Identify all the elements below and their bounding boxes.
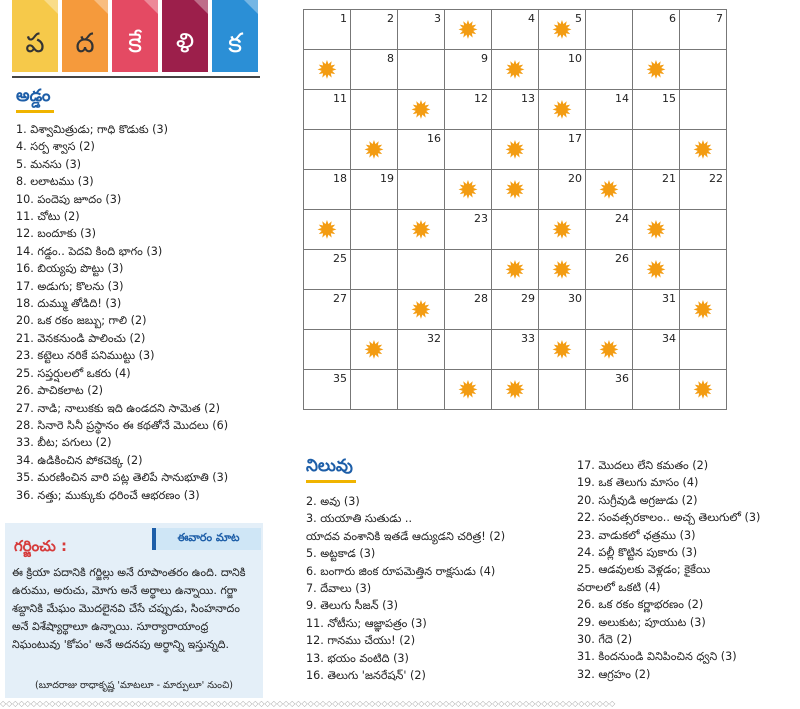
grid-cell[interactable] xyxy=(680,210,727,250)
across-clue: 17. అడుగు; కొలను (3) xyxy=(16,279,124,293)
grid-cell[interactable] xyxy=(586,290,633,330)
across-clue-list xyxy=(16,121,228,504)
grid-cell[interactable] xyxy=(680,90,727,130)
grid-cell[interactable] xyxy=(492,170,539,210)
down-clue: 13. భయం వంటిది (3) xyxy=(306,651,409,665)
grid-cell[interactable] xyxy=(304,290,351,330)
across-heading-underline xyxy=(16,110,54,113)
cell-number: 11 xyxy=(333,92,347,105)
grid-cell[interactable] xyxy=(304,250,351,290)
grid-cell[interactable] xyxy=(492,130,539,170)
grid-cell[interactable] xyxy=(398,50,445,90)
down-clue: 17. మొదలు లేని కమతం (2) xyxy=(577,459,709,472)
across-clue: 26. పాచికలాట (2) xyxy=(16,384,104,398)
cell-number: 14 xyxy=(615,92,629,105)
grid-cell[interactable] xyxy=(633,50,680,90)
grid-cell[interactable] xyxy=(586,210,633,250)
star-icon: ✹ xyxy=(645,255,667,284)
star-icon: ✹ xyxy=(457,15,479,44)
word-tag: ఈవారం మాట xyxy=(152,528,261,550)
across-clue: 28. సినారె సినీ ప్రస్థానం ఈ కథతోనే మొదలు (6) xyxy=(16,418,229,432)
grid-cell[interactable] xyxy=(492,290,539,330)
star-icon: ✹ xyxy=(692,295,714,324)
cell-number: 1 xyxy=(340,12,347,25)
grid-cell[interactable] xyxy=(398,290,445,330)
down-clue: యాదవ వంశానికి ఇతడే ఆద్యుడని చరిత్ర! (2) xyxy=(306,529,506,543)
grid-cell[interactable] xyxy=(539,330,586,370)
grid-cell[interactable] xyxy=(539,290,586,330)
across-clue: 27. నాడి; నాలుకకు ఇది ఉండదని సామెత (2) xyxy=(16,401,220,415)
grid-row xyxy=(304,250,727,290)
grid-cell[interactable] xyxy=(492,210,539,250)
star-icon: ✹ xyxy=(363,335,385,364)
down-clue: 19. ఒక తెలుగు మాసం (4) xyxy=(577,476,699,490)
across-clue: 25. సప్తర్షులలో ఒకరు (4) xyxy=(16,366,131,380)
cell-number: 27 xyxy=(333,292,347,305)
grid-row xyxy=(304,50,727,90)
star-icon: ✹ xyxy=(598,335,620,364)
cell-number: 21 xyxy=(662,172,676,185)
grid-cell[interactable] xyxy=(351,250,398,290)
title-divider xyxy=(12,76,260,78)
down-heading-underline xyxy=(306,480,356,483)
grid-cell[interactable] xyxy=(445,250,492,290)
cell-number: 25 xyxy=(333,252,347,265)
star-icon: ✹ xyxy=(457,375,479,404)
title-letter: ద xyxy=(75,28,95,59)
title-tile xyxy=(212,0,258,72)
cell-number: 20 xyxy=(568,172,582,185)
star-icon: ✹ xyxy=(410,215,432,244)
grid-cell[interactable] xyxy=(351,90,398,130)
star-icon: ✹ xyxy=(316,215,338,244)
grid-cell[interactable] xyxy=(633,170,680,210)
grid-cell[interactable] xyxy=(539,90,586,130)
cell-number: 33 xyxy=(521,332,535,345)
down-clue: 31. కిందనుండి వినిపించిన ధ్వని (3) xyxy=(577,650,737,664)
title-tile xyxy=(12,0,58,72)
down-clue: 23. వాడుకలో ఛత్రము (3) xyxy=(577,528,696,542)
grid-cell[interactable] xyxy=(492,370,539,410)
across-clue: 21. వెనకనుండి పాలించు (2) xyxy=(16,331,146,345)
grid-cell[interactable] xyxy=(586,10,633,50)
grid-cell[interactable] xyxy=(351,370,398,410)
grid-cell[interactable] xyxy=(586,50,633,90)
grid-cell[interactable] xyxy=(680,330,727,370)
star-icon: ✹ xyxy=(551,335,573,364)
grid-cell[interactable] xyxy=(398,10,445,50)
across-heading: అడ్డం xyxy=(16,86,51,106)
star-icon: ✹ xyxy=(410,95,432,124)
grid-cell[interactable] xyxy=(539,50,586,90)
star-icon: ✹ xyxy=(504,175,526,204)
grid-cell[interactable] xyxy=(351,290,398,330)
grid-row xyxy=(304,10,727,50)
cell-number: 6 xyxy=(669,12,676,25)
star-icon: ✹ xyxy=(551,15,573,44)
cell-number: 12 xyxy=(474,92,488,105)
grid-row xyxy=(304,210,727,250)
star-icon: ✹ xyxy=(692,135,714,164)
grid-cell[interactable] xyxy=(633,290,680,330)
star-icon: ✹ xyxy=(457,175,479,204)
grid-cell[interactable] xyxy=(445,10,492,50)
grid-cell[interactable] xyxy=(539,370,586,410)
grid-cell[interactable] xyxy=(304,50,351,90)
grid-cell[interactable] xyxy=(539,170,586,210)
grid-cell[interactable] xyxy=(492,250,539,290)
down-clue: 2. అవు (3) xyxy=(306,495,360,508)
grid-cell[interactable] xyxy=(398,250,445,290)
star-icon: ✹ xyxy=(692,375,714,404)
grid-cell[interactable] xyxy=(351,10,398,50)
down-clue: 20. సుగ్రీవుడి అగ్రజుడు (2) xyxy=(577,493,698,507)
title-letter: ప xyxy=(25,28,45,59)
grid-cell[interactable] xyxy=(586,170,633,210)
cell-number: 28 xyxy=(474,292,488,305)
down-clue-list-1 xyxy=(306,493,505,684)
grid-cell[interactable] xyxy=(304,330,351,370)
grid-cell[interactable] xyxy=(633,90,680,130)
grid-cell[interactable] xyxy=(445,50,492,90)
grid-cell[interactable] xyxy=(680,250,727,290)
grid-cell[interactable] xyxy=(633,250,680,290)
grid-cell[interactable] xyxy=(398,330,445,370)
grid-cell[interactable] xyxy=(539,10,586,50)
across-clue: 36. నత్తు; ముక్కుకు ధరించే ఆభరణం (3) xyxy=(16,488,200,502)
star-icon: ✹ xyxy=(316,55,338,84)
grid-cell[interactable] xyxy=(492,330,539,370)
grid-cell[interactable] xyxy=(398,170,445,210)
cell-number: 26 xyxy=(615,252,629,265)
grid-cell[interactable] xyxy=(586,90,633,130)
grid-cell[interactable] xyxy=(539,130,586,170)
down-clue: 24. పల్లీ కొట్టిన పుకారు (3) xyxy=(577,546,698,560)
cell-number: 3 xyxy=(434,12,441,25)
star-icon: ✹ xyxy=(598,175,620,204)
star-icon: ✹ xyxy=(551,95,573,124)
cell-number: 8 xyxy=(387,52,394,65)
down-clue: వరాలలో ఒకటి (4) xyxy=(577,580,661,594)
cell-number: 9 xyxy=(481,52,488,65)
word-description: ఈ క్రియా పదానికి గర్జిల్లు అనే రూపాంతరం ఉంది. దానికి ఉరుము, అరుచు, మోగు అనే అర్థాలు ఉన్నాయి. గర్జా శబ్దానికి మేఘం మొదలైనవి చేసే చప్పుడు, సింహనాదం అనే విశేష్యార్థాలూ ఉన్నాయి. సూర్యారాయాంధ్ర నిఘంటువు 'కోపం' అనే అదనపు అర్థాన్ని ఇస్తున్నది. xyxy=(12,566,246,651)
grid-cell[interactable] xyxy=(445,330,492,370)
title-letter: ళి xyxy=(175,28,195,59)
across-clue: 14. గడ్డం.. పెదవి కింది భాగం (3) xyxy=(16,244,163,258)
grid-row xyxy=(304,130,727,170)
star-icon: ✹ xyxy=(645,215,667,244)
grid-cell[interactable] xyxy=(633,370,680,410)
across-clue: 12. బందూకు (3) xyxy=(16,227,96,241)
grid-cell[interactable] xyxy=(445,90,492,130)
grid-row xyxy=(304,290,727,330)
down-clue: 5. అట్టకాడ (3) xyxy=(306,547,376,561)
across-clue: 23. కట్టెలు నరికే పనిముట్టు (3) xyxy=(16,349,155,363)
down-clue: 22. సంవత్సరకాలం.. అచ్చ తెలుగులో (3) xyxy=(577,511,761,525)
grid-cell[interactable] xyxy=(304,170,351,210)
cell-number: 22 xyxy=(709,172,723,185)
footer-border: ◇◇◇◇◇◇◇◇◇◇◇◇◇◇◇◇◇◇◇◇◇◇◇◇◇◇◇◇◇◇◇◇◇◇◇◇◇◇◇◇◇◇◇◇◇◇◇◇◇◇◇◇◇◇◇◇◇◇◇◇◇◇◇◇◇◇◇◇◇◇◇◇◇◇◇◇◇◇◇◇◇◇◇◇◇◇◇◇◇◇◇◇◇◇◇◇◇◇◇◇ xyxy=(0,699,616,707)
crossword-grid xyxy=(303,9,727,410)
cell-number: 18 xyxy=(333,172,347,185)
across-clue: 34. ఉడికించిన పోకచెక్క (2) xyxy=(16,453,143,467)
title-letter: కే xyxy=(127,28,143,59)
down-clue: 16. తెలుగు 'జనరేషన్' (2) xyxy=(306,669,426,683)
cell-number: 7 xyxy=(716,12,723,25)
across-clue: 8. లలాటము (3) xyxy=(16,175,94,189)
cell-number: 13 xyxy=(521,92,535,105)
across-clue: 11. చోటు (2) xyxy=(16,210,80,224)
cell-number: 30 xyxy=(568,292,582,305)
grid-cell[interactable] xyxy=(492,90,539,130)
grid-cell[interactable] xyxy=(351,130,398,170)
title-tile xyxy=(112,0,158,72)
star-icon: ✹ xyxy=(504,55,526,84)
grid-cell[interactable] xyxy=(304,130,351,170)
grid-cell[interactable] xyxy=(351,50,398,90)
across-clue: 5. మనసు (3) xyxy=(16,157,82,171)
star-icon: ✹ xyxy=(504,375,526,404)
grid-cell[interactable] xyxy=(633,130,680,170)
cell-number: 36 xyxy=(615,372,629,385)
grid-cell[interactable] xyxy=(680,370,727,410)
star-icon: ✹ xyxy=(504,135,526,164)
down-heading: నిలువు xyxy=(306,456,353,476)
cell-number: 19 xyxy=(380,172,394,185)
cell-number: 16 xyxy=(427,132,441,145)
across-clue: 16. బియ్యపు పొట్టు (3) xyxy=(16,262,124,276)
grid-row xyxy=(304,370,727,410)
grid-row xyxy=(304,330,727,370)
grid-cell[interactable] xyxy=(680,290,727,330)
down-clue: 7. దేవాలు (3) xyxy=(306,582,372,596)
grid-cell[interactable] xyxy=(445,170,492,210)
across-clue: 1. విశ్వామిత్రుడు; గాధి కొడుకు (3) xyxy=(16,123,168,136)
word-heading: గర్జించు : xyxy=(14,537,68,555)
cell-number: 2 xyxy=(387,12,394,25)
grid-cell[interactable] xyxy=(633,210,680,250)
down-clue: 25. ఆడవులకు వెళ్లడం; కైకేయి xyxy=(577,563,711,577)
star-icon: ✹ xyxy=(645,55,667,84)
down-clue: 32. ఆగ్రహం (2) xyxy=(577,667,651,681)
cell-number: 29 xyxy=(521,292,535,305)
grid-cell[interactable] xyxy=(492,10,539,50)
grid-cell[interactable] xyxy=(680,170,727,210)
down-clue: 11. నోటీసు; ఆజ్ఞాపత్రం (3) xyxy=(306,616,427,630)
grid-cell[interactable] xyxy=(351,170,398,210)
across-clue: 4. సర్ప శ్వాస (2) xyxy=(16,140,95,154)
down-clue: 12. గానము చేయు! (2) xyxy=(306,634,416,648)
grid-cell[interactable] xyxy=(445,130,492,170)
grid-cell[interactable] xyxy=(351,210,398,250)
grid-cell[interactable] xyxy=(304,90,351,130)
grid-cell[interactable] xyxy=(680,50,727,90)
cell-number: 32 xyxy=(427,332,441,345)
grid-row xyxy=(304,90,727,130)
down-clue: 29. అలుకుట; పూయుట (3) xyxy=(577,615,706,629)
grid-cell[interactable] xyxy=(304,210,351,250)
star-icon: ✹ xyxy=(551,255,573,284)
grid-cell[interactable] xyxy=(304,10,351,50)
grid-cell[interactable] xyxy=(539,250,586,290)
down-clue: 26. ఒక రకం కర్ణాభరణం (2) xyxy=(577,598,704,612)
grid-cell[interactable] xyxy=(680,10,727,50)
grid-cell[interactable] xyxy=(680,130,727,170)
across-clue: 35. మరణించిన వారి పట్ల తెలిపే సానుభూతి (3) xyxy=(16,471,229,485)
title-tile xyxy=(162,0,208,72)
grid-cell[interactable] xyxy=(351,330,398,370)
across-clue: 33. బీట; పగులు (2) xyxy=(16,436,112,450)
cell-number: 35 xyxy=(333,372,347,385)
grid-cell[interactable] xyxy=(539,210,586,250)
title-letter: క xyxy=(227,28,243,59)
star-icon: ✹ xyxy=(363,135,385,164)
grid-cell[interactable] xyxy=(586,330,633,370)
grid-cell[interactable] xyxy=(586,370,633,410)
grid-cell[interactable] xyxy=(398,370,445,410)
grid-cell[interactable] xyxy=(586,130,633,170)
down-clue-list-2 xyxy=(577,457,760,683)
across-clue: 10. పందెపు జూదం (3) xyxy=(16,192,122,206)
grid-cell[interactable] xyxy=(445,290,492,330)
grid-cell[interactable] xyxy=(445,210,492,250)
cell-number: 15 xyxy=(662,92,676,105)
grid-cell[interactable] xyxy=(398,90,445,130)
title-tile xyxy=(62,0,108,72)
star-icon: ✹ xyxy=(410,295,432,324)
grid-cell[interactable] xyxy=(304,370,351,410)
grid-cell[interactable] xyxy=(633,330,680,370)
grid-row xyxy=(304,170,727,210)
title-tiles xyxy=(12,0,260,72)
grid-cell[interactable] xyxy=(633,10,680,50)
grid-cell[interactable] xyxy=(398,130,445,170)
star-icon: ✹ xyxy=(504,255,526,284)
down-clue: 30. గేదె (2) xyxy=(577,633,633,647)
grid-cell[interactable] xyxy=(398,210,445,250)
grid-cell[interactable] xyxy=(445,370,492,410)
cell-number: 31 xyxy=(662,292,676,305)
down-clue: 9. తెలుగు సీజన్ (3) xyxy=(306,599,398,613)
cell-number: 10 xyxy=(568,52,582,65)
cell-number: 24 xyxy=(615,212,629,225)
down-clue: 3. యయాతి సుతుడు .. xyxy=(306,512,413,526)
down-clue: 6. బంగారు జింక రూపమెత్తిన రాక్షసుడు (4) xyxy=(306,564,496,578)
across-clue: 18. దుమ్ము తోడిది! (3) xyxy=(16,297,122,311)
across-clue: 20. ఒక రకం జబ్బు; గాలి (2) xyxy=(16,314,147,328)
word-source: (బూదరాజు రాధాకృష్ణ 'మాటలూ - మార్పులూ' నుంచి) xyxy=(35,680,233,691)
cell-number: 17 xyxy=(568,132,582,145)
grid-cell[interactable] xyxy=(492,50,539,90)
cell-number: 4 xyxy=(528,12,535,25)
star-icon: ✹ xyxy=(551,215,573,244)
cell-number: 23 xyxy=(474,212,488,225)
cell-number: 34 xyxy=(662,332,676,345)
grid-cell[interactable] xyxy=(586,250,633,290)
cell-number: 5 xyxy=(575,12,582,25)
